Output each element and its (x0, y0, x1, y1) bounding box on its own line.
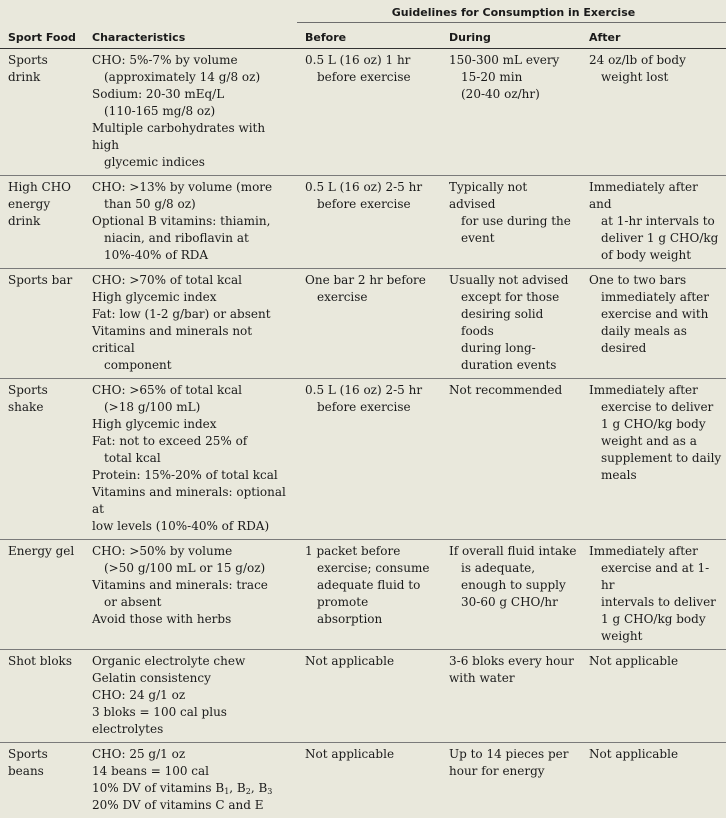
after-cell-line: deliver 1 g CHO/kg (589, 230, 722, 247)
characteristics-cell-line: CHO: 5%-7% by volume (92, 52, 293, 69)
during-cell (441, 743, 581, 818)
characteristics-cell-line: CHO: >70% of total kcal (92, 272, 293, 289)
table-row (0, 379, 726, 540)
characteristics-cell (84, 176, 297, 269)
sport-food-name: drink (8, 69, 80, 86)
during-cell-line: with water (449, 670, 577, 687)
after-cell-line: supplement to daily (589, 450, 722, 467)
after-cell-line: exercise and with (589, 306, 722, 323)
column-header-row (0, 23, 726, 49)
during-cell (441, 540, 581, 650)
characteristics-cell-line: Multiple carbohydrates with high (92, 120, 293, 154)
sport-food-name: energy (8, 196, 80, 213)
during-cell-line: Usually not advised (449, 272, 577, 289)
during-cell-line: desiring solid foods (449, 306, 577, 340)
after-cell-line: 1 g CHO/kg body (589, 416, 722, 433)
characteristics-cell-line: Sodium: 20-30 mEq/L (92, 86, 293, 103)
before-cell (297, 650, 441, 743)
characteristics-cell (84, 743, 297, 818)
sport-food-cell (0, 650, 84, 743)
during-cell-line: If overall fluid intake (449, 543, 577, 560)
after-cell-line: weight lost (589, 69, 722, 86)
characteristics-cell (84, 379, 297, 540)
before-cell-line: promote absorption (305, 594, 437, 628)
characteristics-cell-line: niacin, and riboflavin at (92, 230, 293, 247)
after-cell (581, 379, 726, 540)
characteristics-cell-line: low levels (10%-40% of RDA) (92, 518, 293, 535)
characteristics-cell-line: total kcal (92, 450, 293, 467)
sport-food-name: beans (8, 763, 80, 780)
characteristics-cell-line: 3 bloks = 100 cal plus electrolytes (92, 704, 293, 738)
characteristics-cell-line: than 50 g/8 oz) (92, 196, 293, 213)
after-cell-line: 1 g CHO/kg body (589, 611, 722, 628)
characteristics-cell-line: CHO: >65% of total kcal (92, 382, 293, 399)
after-cell (581, 49, 726, 176)
before-cell-line: 0.5 L (16 oz) 2-5 hr (305, 382, 437, 399)
after-cell (581, 650, 726, 743)
sport-food-cell (0, 49, 84, 176)
after-cell-line: Immediately after (589, 543, 722, 560)
table-body (0, 49, 726, 818)
during-cell-line: enough to supply (449, 577, 577, 594)
sport-food-name: shake (8, 399, 80, 416)
before-cell-line: One bar 2 hr before (305, 272, 437, 289)
characteristics-cell-line: 10% DV of vitamins $B_1$, $B_2$, $B_3$ (92, 780, 293, 797)
table-row (0, 650, 726, 743)
column-header-characteristics: Characteristics (84, 23, 297, 49)
during-cell-line: for use during the (449, 213, 577, 230)
characteristics-cell-line: Protein: 15%-20% of total kcal (92, 467, 293, 484)
sport-food-name: Sports bar (8, 272, 80, 289)
after-cell-line: Not applicable (589, 746, 722, 763)
characteristics-cell-line: (>50 g/100 mL or 15 g/oz) (92, 560, 293, 577)
during-cell-line: is adequate, (449, 560, 577, 577)
characteristics-cell-line: Fat: not to exceed 25% of (92, 433, 293, 450)
characteristics-cell-line: CHO: 24 g/1 oz (92, 687, 293, 704)
characteristics-cell-line: (110-165 mg/8 oz) (92, 103, 293, 120)
sport-food-cell (0, 269, 84, 379)
characteristics-cell-line: Fat: low (1-2 g/bar) or absent (92, 306, 293, 323)
before-cell-line: 0.5 L (16 oz) 2-5 hr (305, 179, 437, 196)
after-cell-line: weight and as a (589, 433, 722, 450)
during-cell (441, 269, 581, 379)
after-cell-line: at 1-hr intervals to (589, 213, 722, 230)
before-cell-line: before exercise (305, 196, 437, 213)
table-row (0, 269, 726, 379)
sport-food-cell (0, 176, 84, 269)
before-cell (297, 379, 441, 540)
after-cell (581, 540, 726, 650)
before-cell-line: Not applicable (305, 653, 437, 670)
guidelines-group-header: Guidelines for Consumption in Exercise (297, 0, 726, 23)
during-cell-line: Not recommended (449, 382, 577, 399)
before-cell-line: before exercise (305, 399, 437, 416)
during-cell-line: event (449, 230, 577, 247)
after-cell-line: desired (589, 340, 722, 357)
after-cell (581, 743, 726, 818)
column-header-before: Before (297, 23, 441, 49)
characteristics-cell-line: Avoid those with herbs (92, 611, 293, 628)
before-cell (297, 269, 441, 379)
during-cell (441, 379, 581, 540)
before-cell-line: Not applicable (305, 746, 437, 763)
characteristics-cell-line: 14 beans = 100 cal (92, 763, 293, 780)
during-cell-line: Typically not advised (449, 179, 577, 213)
characteristics-cell-line: Gelatin consistency (92, 670, 293, 687)
during-cell-line: Up to 14 pieces per (449, 746, 577, 763)
characteristics-cell (84, 49, 297, 176)
after-cell-line: Immediately after (589, 382, 722, 399)
characteristics-cell-line: High glycemic index (92, 289, 293, 306)
characteristics-cell-line: 10%-40% of RDA (92, 247, 293, 264)
characteristics-cell-line: Vitamins and minerals: trace (92, 577, 293, 594)
after-cell-line: Not applicable (589, 653, 722, 670)
table-row (0, 49, 726, 176)
sport-food-cell (0, 743, 84, 818)
during-cell-line: 150-300 mL every (449, 52, 577, 69)
after-cell-line: One to two bars (589, 272, 722, 289)
column-header-sport-food: Sport Food (0, 23, 84, 49)
during-cell-line: 15-20 min (449, 69, 577, 86)
column-header-after: After (581, 23, 726, 49)
after-cell (581, 269, 726, 379)
table-row (0, 176, 726, 269)
during-cell-line: duration events (449, 357, 577, 374)
after-cell-line: weight (589, 628, 722, 645)
characteristics-cell-line: or absent (92, 594, 293, 611)
sport-food-name: Sports (8, 52, 80, 69)
during-cell-line: (20-40 oz/hr) (449, 86, 577, 103)
during-cell-line: 3-6 bloks every hour (449, 653, 577, 670)
after-cell-line: meals (589, 467, 722, 484)
before-cell-line: 1 packet before (305, 543, 437, 560)
sport-food-name: drink (8, 213, 80, 230)
before-cell (297, 743, 441, 818)
after-cell-line: exercise and at 1-hr (589, 560, 722, 594)
characteristics-cell (84, 540, 297, 650)
sport-food-cell (0, 379, 84, 540)
before-cell-line: adequate fluid to (305, 577, 437, 594)
during-cell-line: 30-60 g CHO/hr (449, 594, 577, 611)
table-row (0, 743, 726, 818)
after-cell-line: 24 oz/lb of body (589, 52, 722, 69)
during-cell (441, 176, 581, 269)
after-cell-line: intervals to deliver (589, 594, 722, 611)
after-cell-line: Immediately after and (589, 179, 722, 213)
characteristics-cell-line: (approximately 14 g/8 oz) (92, 69, 293, 86)
characteristics-cell (84, 269, 297, 379)
after-cell-line: exercise to deliver (589, 399, 722, 416)
table-row (0, 540, 726, 650)
column-header-during: During (441, 23, 581, 49)
characteristics-cell-line: Vitamins and minerals not critical (92, 323, 293, 357)
characteristics-cell-line: CHO: 25 g/1 oz (92, 746, 293, 763)
characteristics-cell-line: High glycemic index (92, 416, 293, 433)
after-cell-line: of body weight (589, 247, 722, 264)
after-cell-line: daily meals as (589, 323, 722, 340)
characteristics-cell-line: component (92, 357, 293, 374)
characteristics-cell-line: (>18 g/100 mL) (92, 399, 293, 416)
characteristics-cell (84, 650, 297, 743)
before-cell (297, 49, 441, 176)
during-cell-line: during long- (449, 340, 577, 357)
characteristics-cell-line: Optional B vitamins: thiamin, (92, 213, 293, 230)
during-cell (441, 650, 581, 743)
before-cell-line: exercise; consume (305, 560, 437, 577)
before-cell (297, 540, 441, 650)
characteristics-cell-line: Organic electrolyte chew (92, 653, 293, 670)
before-cell-line: before exercise (305, 69, 437, 86)
sport-food-name: High CHO (8, 179, 80, 196)
after-cell (581, 176, 726, 269)
before-cell (297, 176, 441, 269)
sport-food-name: Sports (8, 382, 80, 399)
before-cell-line: 0.5 L (16 oz) 1 hr (305, 52, 437, 69)
characteristics-cell-line: CHO: >50% by volume (92, 543, 293, 560)
before-cell-line: exercise (305, 289, 437, 306)
during-cell (441, 49, 581, 176)
after-cell-line: immediately after (589, 289, 722, 306)
during-cell-line: hour for energy (449, 763, 577, 780)
sport-food-name: Energy gel (8, 543, 80, 560)
characteristics-cell-line: 20% DV of vitamins C and E (92, 797, 293, 814)
sport-food-name: Shot bloks (8, 653, 80, 670)
group-header-row (0, 0, 726, 23)
characteristics-cell-line: glycemic indices (92, 154, 293, 171)
sport-food-cell (0, 540, 84, 650)
characteristics-cell-line: CHO: >13% by volume (more (92, 179, 293, 196)
during-cell-line: except for those (449, 289, 577, 306)
characteristics-cell-line: Vitamins and minerals: optional at (92, 484, 293, 518)
sport-food-name: Sports (8, 746, 80, 763)
